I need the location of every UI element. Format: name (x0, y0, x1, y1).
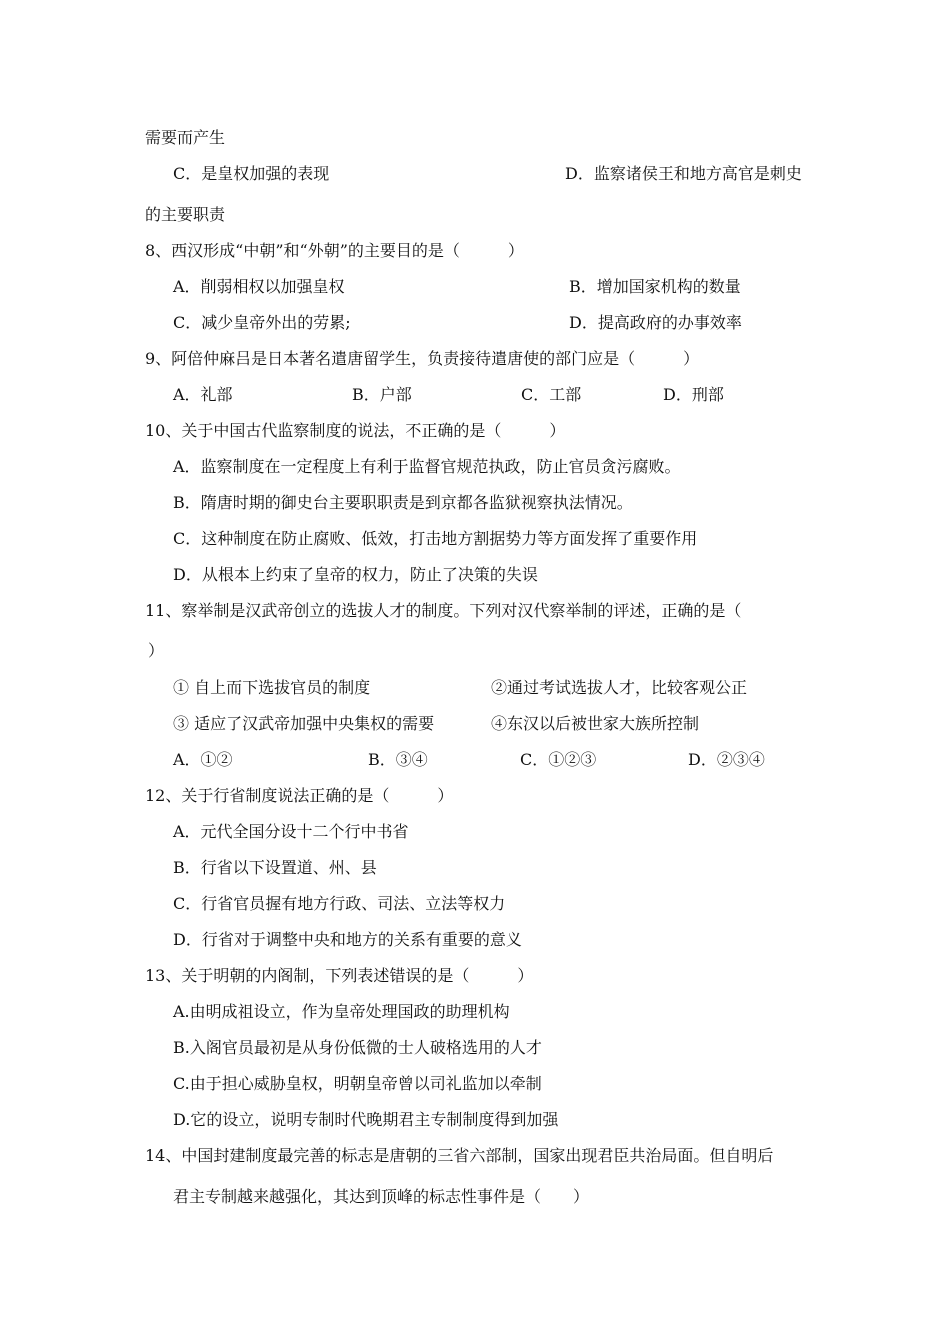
text-line: ） (148, 641, 165, 660)
option-c: C．行省官员握有地方行政、司法、立法等权力 (173, 894, 506, 913)
option-c: C．是皇权加强的表现 (173, 164, 330, 183)
option-a: A．礼部 (173, 385, 233, 404)
option-b: B．行省以下设置道、州、县 (173, 858, 377, 877)
text-line: 需要而产生 (145, 128, 226, 147)
option-a: A．监察制度在一定程度上有利于监督官规范执政，防止官员贪污腐败。 (173, 457, 681, 476)
question-11: 11、察举制是汉武帝创立的选拔人才的制度。下列对汉代察举制的评述，正确的是（ (145, 601, 742, 620)
option-c: C．减少皇帝外出的劳累; (173, 313, 351, 332)
option-d: D．行省对于调整中央和地方的关系有重要的意义 (173, 930, 522, 949)
option-d: D．刑部 (663, 385, 724, 404)
option-b: B．户部 (352, 385, 412, 404)
option-b: B.入阁官员最初是从身份低微的士人破格选用的人才 (173, 1038, 542, 1057)
question-8: 8、西汉形成“中朝”和“外朝”的主要目的是（ ） (145, 241, 524, 260)
option-c: C．①②③ (520, 750, 597, 769)
statement-3: ③ 适应了汉武帝加强中央集权的需要 (173, 714, 435, 733)
text-line: 的主要职责 (145, 205, 226, 224)
option-d: D．从根本上约束了皇帝的权力，防止了决策的失误 (173, 565, 538, 584)
question-9: 9、阿倍仲麻吕是日本著名遣唐留学生，负责接待遣唐使的部门应是（ ） (145, 349, 700, 368)
option-d: D．②③④ (688, 750, 765, 769)
question-14: 14、中国封建制度最完善的标志是唐朝的三省六部制，国家出现君臣共治局面。但自明后 (145, 1146, 774, 1165)
option-c: C.由于担心威胁皇权，明朝皇帝曾以司礼监加以牵制 (173, 1074, 542, 1093)
option-c: C．这种制度在防止腐败、低效，打击地方割据势力等方面发挥了重要作用 (173, 529, 698, 548)
statement-2: ②通过考试选拔人才，比较客观公正 (491, 678, 748, 697)
option-a: A．①② (173, 750, 233, 769)
text-line: 君主专制越来越强化，其达到顶峰的标志性事件是（ ） (173, 1187, 590, 1206)
statement-1: ① 自上而下选拔官员的制度 (173, 678, 371, 697)
option-d: D．提高政府的办事效率 (569, 313, 742, 332)
statement-4: ④东汉以后被世家大族所控制 (491, 714, 700, 733)
question-13: 13、关于明朝的内阁制，下列表述错误的是（ ） (145, 966, 534, 985)
option-d: D.它的设立，说明专制时代晚期君主专制制度得到加强 (173, 1110, 559, 1129)
question-12: 12、关于行省制度说法正确的是（ ） (145, 786, 454, 805)
option-a: A．削弱相权以加强皇权 (173, 277, 345, 296)
option-a: A.由明成祖设立，作为皇帝处理国政的助理机构 (173, 1002, 510, 1021)
option-a: A．元代全国分设十二个行中书省 (173, 822, 409, 841)
option-b: B．隋唐时期的御史台主要职职责是到京都各监狱视察执法情况。 (173, 493, 633, 512)
option-c: C．工部 (521, 385, 582, 404)
question-10: 10、关于中国古代监察制度的说法，不正确的是（ ） (145, 421, 566, 440)
option-d: D．监察诸侯王和地方高官是刺史 (565, 164, 802, 183)
option-b: B．③④ (368, 750, 428, 769)
option-b: B．增加国家机构的数量 (569, 277, 741, 296)
